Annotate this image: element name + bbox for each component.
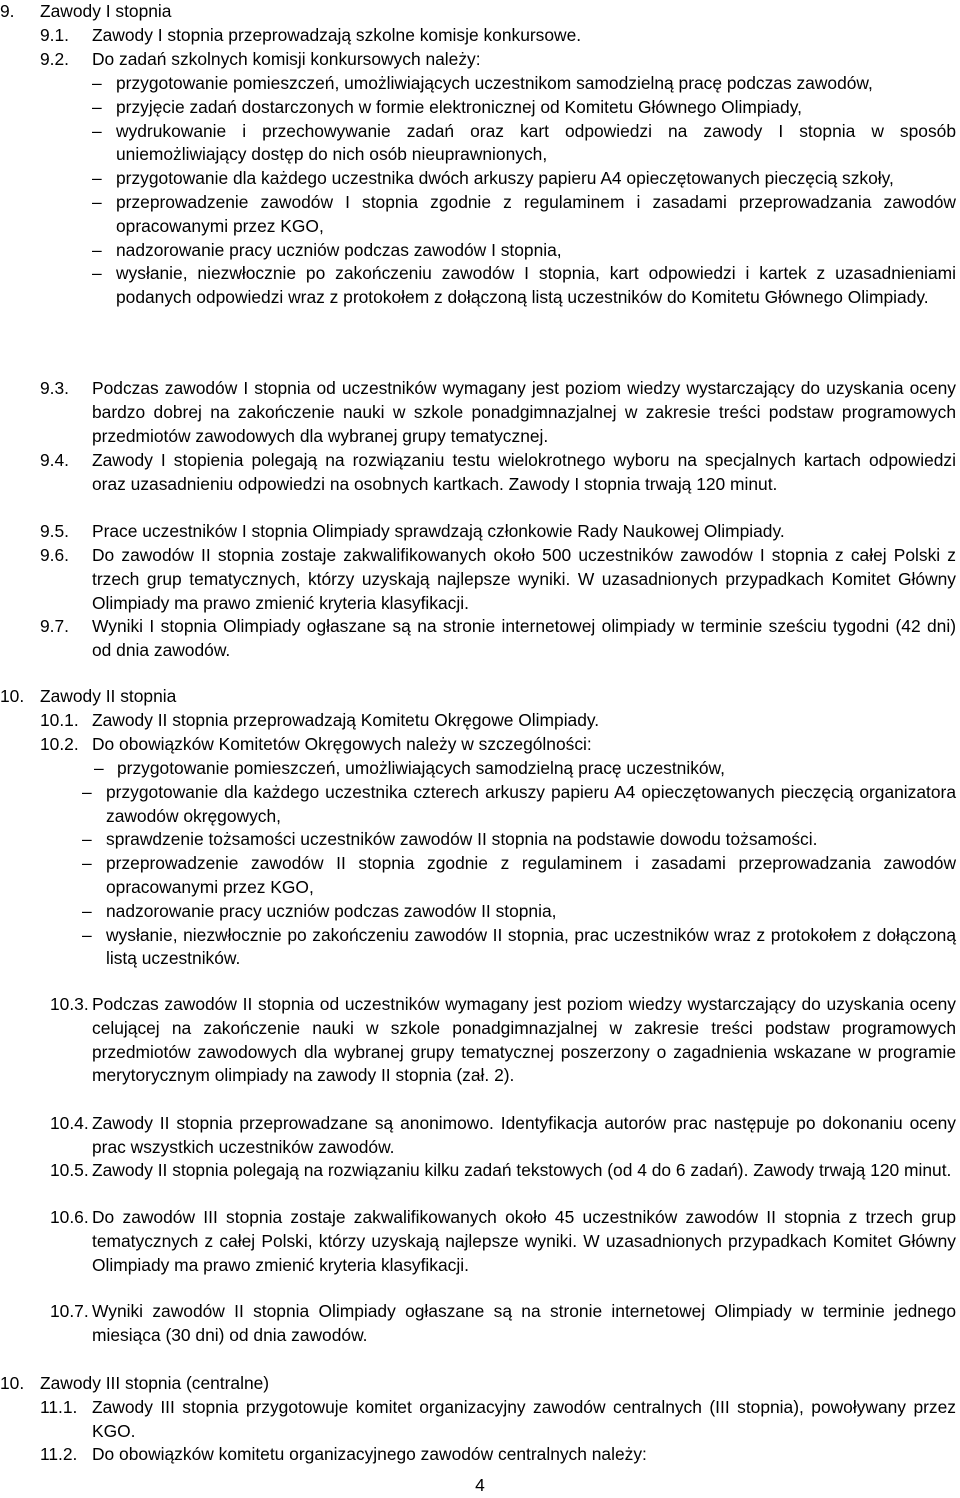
paragraph-text: Zawody I stopienia polegają na rozwiązaniu testu wielokrotnego wyboru na specjalnych kartach odpowiedzi oraz uzasadnieniu odpowiedzi na osobnych kartkach. Zawody I stopnia trwają 120 minut. [92,450,956,494]
paragraph-number: 10.3. [50,994,89,1014]
paragraph-number: 9.3. [40,378,70,398]
paragraph-9-4 [40,449,956,497]
list-item-text: wydrukowanie i przechowywanie zadań oraz kart odpowiedzi na zawody I stopnia w sposób uniemożliwiający dostęp do nich osób nieuprawnionych, [116,120,956,165]
paragraph-text: Zawody II stopnia przeprowadzają Komitetu Okręgowe Olimpiady. [92,710,600,730]
paragraph-number: 10.1. [40,710,79,730]
paragraph-text: Do obowiązków Komitetów Okręgowych należy w szczególności: [92,734,592,754]
dash-bullet: – [82,924,92,945]
paragraph-text: Do zawodów II stopnia zostaje zakwalifikowanych około 500 uczestników zawodów I stopnia z całej Polski z trzech grup tematycznych, którzy uzyskają najlepsze wyniki. W uzasadnionych przypadkach Komitet Główny Olimpiady ma prawo zmienić kryteria klasyfikacji. [92,545,956,613]
paragraph-11-2 [40,1443,956,1467]
section-title: Zawody II stopnia [40,686,177,706]
paragraph-10-5 [40,1159,956,1183]
paragraph-10-4 [40,1112,956,1160]
paragraph-10-3 [40,993,956,1088]
paragraph-number: 11.2. [40,1444,78,1464]
list-item-text: nadzorowanie pracy uczniów podczas zawodów II stopnia, [106,900,557,921]
paragraph-number: 11.1. [40,1397,78,1417]
paragraph-9-5 [40,520,956,544]
dash-bullet: – [94,758,104,778]
paragraph-number: 10.2. [40,734,79,754]
paragraph-number: 10.5. [50,1160,89,1180]
paragraph-text: Zawody III stopnia przygotowuje komitet organizacyjny zawodów centralnych (III stopnia), powoływany przez KGO. [92,1397,956,1441]
paragraph-number: 9.4. [40,450,70,470]
section-title: Zawody III stopnia (centralne) [40,1373,270,1393]
dash-bullet: – [92,239,102,260]
paragraph-number: 10.6. [50,1207,89,1227]
paragraph-text: Podczas zawodów I stopnia od uczestników wymagany jest poziom wiedzy wystarczający do uzyskania oceny bardzo dobrej na zakończenie nauki w szkole ponadgimnazjalnej w zakresie treści podstaw programowych przedmiotów zawodowych dla wybranej grupy tematycznej. [92,378,956,446]
list-10-2 [82,757,956,971]
list-item-text: wysłanie, niezwłocznie po zakończeniu zawodów II stopnia, prac uczestników wraz z protokołem z dołączoną listą uczestników. [106,924,956,969]
dash-bullet: – [92,73,102,93]
paragraph-text: Podczas zawodów II stopnia od uczestników wymagany jest poziom wiedzy wystarczający do uzyskania oceny celującej na zakończenie nauki w szkole ponadgimnazjalnej w zakresie treści podstaw programowych przedmiotów zawodowych dla wybranej grupy tematycznej poszerzony o zagadnienia wskazane w programie merytorycznym olimpiady na zawody II stopnia (zał. 2). [92,994,956,1086]
page-number: 4 [475,1475,485,1495]
paragraph-11-1 [40,1396,956,1444]
list-item-text: przeprowadzenie zawodów II stopnia zgodnie z regulaminem i zasadami przeprowadzania zawodów opracowanymi przez KGO, [106,853,956,897]
dash-bullet: – [82,829,92,850]
list-item [92,72,956,96]
paragraph-9-3 [40,377,956,448]
list-item [82,757,956,781]
list-item-text: sprawdzenie tożsamości uczestników zawodów II stopnia na podstawie dowodu tożsamości. [106,829,818,850]
paragraph-9-7 [40,615,956,663]
list-item-text: przygotowanie dla każdego uczestnika czterech arkuszy papieru A4 opieczętowanych pieczęcią organizatora zawodów okręgowych, [106,781,956,826]
paragraph-number: 9.7. [40,616,70,636]
list-item [92,96,956,120]
paragraph-text: Zawody II stopnia przeprowadzane są anonimowo. Identyfikacja autorów prac następuje po dokonaniu oceny prac wszystkich uczestników zawodów. [92,1113,956,1157]
section-number: 10. [0,1373,25,1393]
dash-bullet: – [82,853,92,874]
paragraph-number: 9.5. [40,521,70,541]
section-number: 10. [0,686,25,706]
list-item [82,828,956,852]
list-item-text: przyjęcie zadań dostarczonych w formie elektronicznej od Komitetu Głównego Olimpiady, [116,96,802,117]
paragraph-text: Do zawodów III stopnia zostaje zakwalifikowanych około 45 uczestników zawodów II stopnia z trzech grup tematycznych z całej Polski, którzy uzyskają najlepsze wyniki. W uzasadnionych przypadkach Komitet Główny Olimpiady ma prawo zmienić kryteria klasyfikacji. [92,1207,956,1275]
list-item [92,239,956,263]
paragraph-text: Wyniki I stopnia Olimpiady ogłaszane są na stronie internetowej olimpiady w terminie sześciu tygodni (42 dni) od dnia zawodów. [92,616,956,660]
paragraph-number: 10.7. [50,1301,89,1321]
paragraph-text: Do obowiązków komitetu organizacyjnego zawodów centralnych należy: [92,1444,647,1464]
paragraph-text: Wyniki zawodów II stopnia Olimpiady ogłaszane są na stronie internetowej Olimpiady w terminie jednego miesiąca (30 dni) od dnia zawodów. [92,1301,956,1345]
paragraph-number: 9.2. [40,49,70,69]
list-item [82,900,956,924]
paragraph-number: 10.4. [50,1113,89,1133]
list-item [82,852,956,900]
list-item [92,191,956,239]
list-item-text: wysłanie, niezwłocznie po zakończeniu zawodów I stopnia, kart odpowiedzi i kartek z uzasadnieniami podanych odpowiedzi wraz z protokołem z dołączoną listą uczestników do Komitetu Głównego Olimpiady. [116,263,956,308]
list-item-text: przygotowanie pomieszczeń, umożliwiających uczestnikom samodzielną pracę podczas zawodów, [116,73,873,93]
dash-bullet: – [82,781,92,802]
paragraph-number: 9.1. [40,25,70,45]
list-item [92,167,956,191]
paragraph-text: Do zadań szkolnych komisji konkursowych należy: [92,49,481,69]
paragraph-9-6 [40,544,956,615]
list-9-2 [92,72,956,310]
dash-bullet: – [82,900,92,921]
section-title: Zawody I stopnia [40,1,172,21]
dash-bullet: – [92,120,102,141]
dash-bullet: – [92,191,102,212]
paragraph-text: Zawody I stopnia przeprowadzają szkolne komisje konkursowe. [92,25,582,45]
list-item [82,781,956,829]
section-number: 9. [0,1,15,21]
dash-bullet: – [92,168,102,189]
list-item [92,120,956,168]
paragraph-10-7 [40,1300,956,1348]
list-item [82,924,956,972]
paragraph-text: Zawody II stopnia polegają na rozwiązaniu kilku zadań tekstowych (od 4 do 6 zadań). Zawody trwają 120 minut. [92,1160,952,1180]
list-item [92,262,956,310]
list-item-text: przygotowanie dla każdego uczestnika dwóch arkuszy papieru A4 opieczętowanych pieczęcią szkoły, [116,168,894,189]
dash-bullet: – [92,263,102,284]
list-item-text: nadzorowanie pracy uczniów podczas zawodów I stopnia, [116,239,562,260]
list-item-text: przeprowadzenie zawodów I stopnia zgodnie z regulaminem i zasadami przeprowadzania zawodów opracowanymi przez KGO, [116,191,956,236]
paragraph-10-6 [40,1206,956,1277]
paragraph-text: Prace uczestników I stopnia Olimpiady sprawdzają członkowie Rady Naukowej Olimpiady. [92,521,785,541]
paragraph-number: 9.6. [40,545,70,565]
dash-bullet: – [92,96,102,117]
list-item-text: przygotowanie pomieszczeń, umożliwiających samodzielną pracę uczestników, [117,758,725,778]
